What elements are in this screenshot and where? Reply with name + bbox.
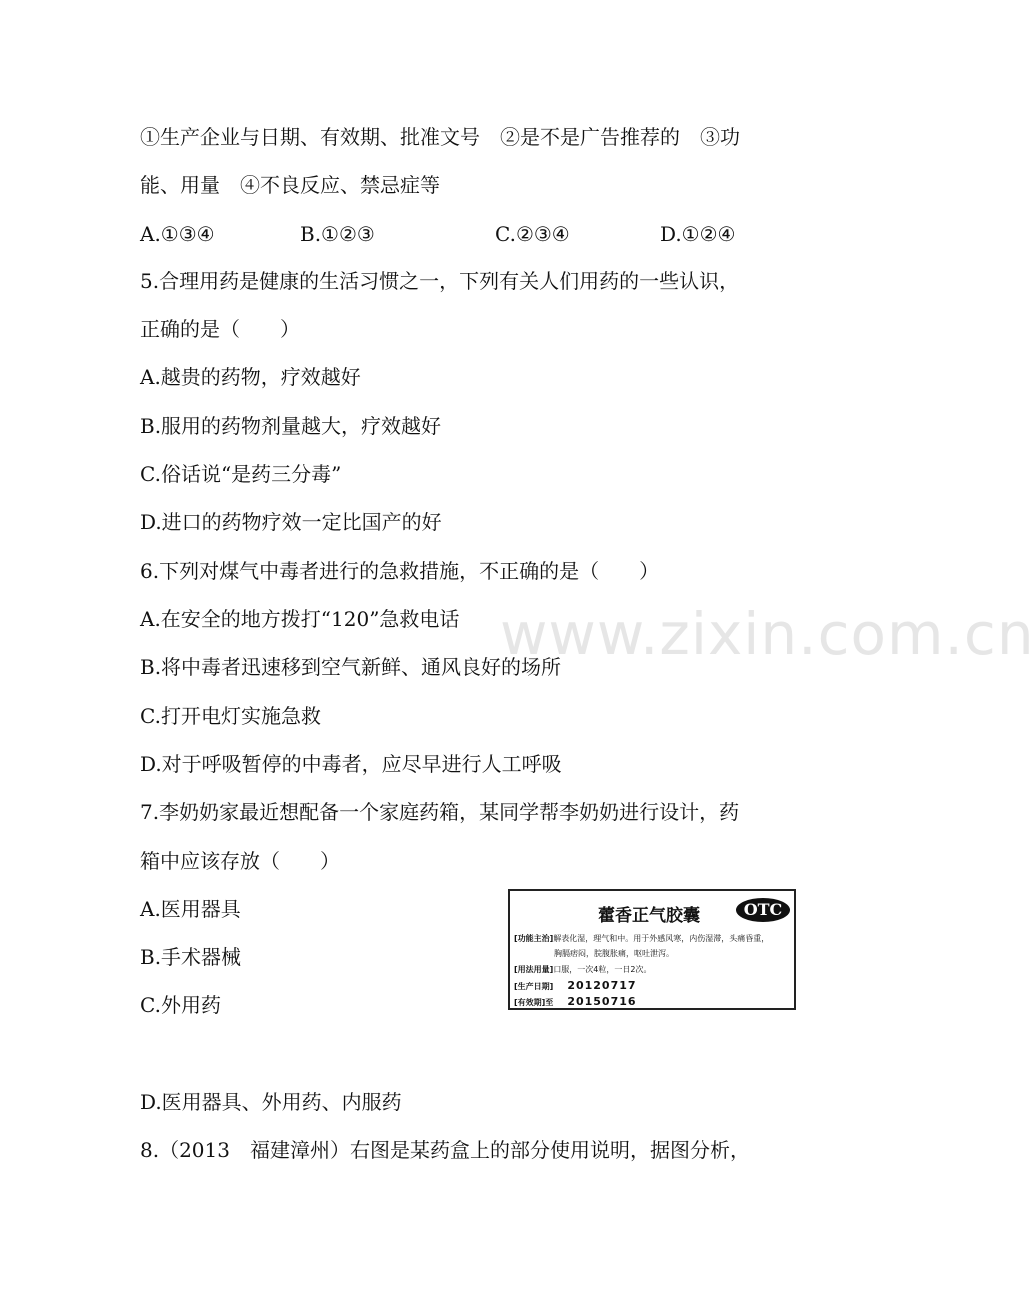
drug-label-image — [508, 889, 796, 1010]
q7-option-a: A.医用器具 — [140, 897, 241, 921]
q8-stem: 8.（2013 福建漳州）右图是某药盒上的部分使用说明，据图分析， — [140, 1138, 750, 1162]
expiry-date: 20150716 — [567, 995, 637, 1008]
q7-option-d: D.医用器具、外用药、内服药 — [140, 1090, 402, 1114]
drug-label-production-row — [514, 980, 637, 992]
q4-option-b: B.①②③ — [300, 222, 375, 246]
production-key: [生产日期] — [514, 982, 554, 991]
q7-stem-line-2: 箱中应该存放（ ） — [140, 849, 340, 873]
q6-stem: 6.下列对煤气中毒者进行的急救措施，不正确的是（ ） — [140, 559, 660, 583]
drug-label-function-row-2 — [554, 948, 674, 959]
q4-option-a: A.①③④ — [140, 222, 215, 246]
function-key: [功能主治] — [514, 934, 554, 943]
usage-key: [用法用量] — [514, 965, 554, 974]
production-date: 20120717 — [567, 979, 637, 992]
expiry-key: [有效期]至 — [514, 998, 554, 1007]
function-value-2: 胸膈痞闷，脘腹胀痛，呕吐泄泻。 — [554, 949, 674, 958]
q5-stem-line-2: 正确的是（ ） — [140, 317, 300, 341]
q7-stem-line-1: 7.李奶奶家最近想配备一个家庭药箱，某同学帮李奶奶进行设计，药 — [140, 800, 740, 824]
q4-option-d: D.①②④ — [660, 222, 736, 246]
q7-option-c: C.外用药 — [140, 993, 221, 1017]
usage-value: 口服，一次4粒，一日2次。 — [553, 965, 652, 974]
otc-badge: OTC — [736, 898, 790, 922]
q6-option-d: D.对于呼吸暂停的中毒者，应尽早进行人工呼吸 — [140, 752, 562, 776]
q5-option-a: A.越贵的药物，疗效越好 — [140, 365, 361, 389]
q6-option-b: B.将中毒者迅速移到空气新鲜、通风良好的场所 — [140, 655, 562, 679]
q6-option-a: A.在安全的地方拨打“120”急救电话 — [140, 607, 460, 631]
q4-criteria-line-1: ①生产企业与日期、有效期、批准文号 ②是不是广告推荐的 ③功 — [140, 125, 740, 149]
q7-option-b: B.手术器械 — [140, 945, 242, 969]
q5-stem-line-1: 5.合理用药是健康的生活习惯之一，下列有关人们用药的一些认识， — [140, 269, 740, 293]
q6-option-c: C.打开电灯实施急救 — [140, 704, 321, 728]
drug-label-title: 藿香正气胶囊 — [598, 906, 700, 926]
watermark-text: www.zixin.com.cn — [500, 600, 1035, 668]
function-value: 解表化湿，理气和中。用于外感风寒，内伤湿滞，头痛昏重， — [553, 934, 770, 943]
q5-option-d: D.进口的药物疗效一定比国产的好 — [140, 510, 442, 534]
q5-option-c: C.俗话说“是药三分毒” — [140, 462, 342, 486]
q4-option-c: C.②③④ — [495, 222, 570, 246]
q4-criteria-line-2: 能、用量 ④不良反应、禁忌症等 — [140, 173, 440, 197]
q5-option-b: B.服用的药物剂量越大，疗效越好 — [140, 414, 442, 438]
drug-label-function-row — [514, 933, 769, 944]
drug-label-usage-row — [514, 964, 652, 975]
drug-label-expiry-row — [514, 996, 637, 1008]
